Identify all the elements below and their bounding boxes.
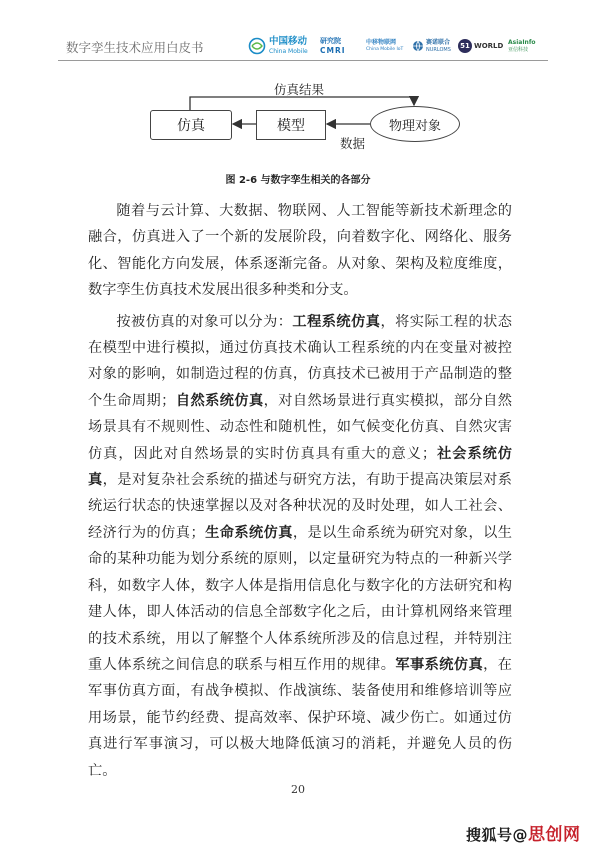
51world-logo: 51 WORLD xyxy=(458,34,503,58)
china-mobile-iot-logo: 中移物联网 China Mobile IoT xyxy=(366,38,404,52)
physical-object-ellipse: 物理对象 xyxy=(370,106,460,142)
model-box: 模型 xyxy=(256,110,326,140)
term-natural-simulation: 自然系统仿真 xyxy=(175,392,264,409)
cmri-logo: 研究院 CMRI xyxy=(320,36,346,55)
china-mobile-swirl-icon xyxy=(248,37,266,55)
simulation-diagram xyxy=(0,70,596,170)
header-divider xyxy=(58,60,548,61)
body-text xyxy=(88,198,512,784)
paragraph-2: 按被仿真的对象可以分为：工程系统仿真，将实际工程的状态在模型中进行模拟，通过仿真技术确认工程系统的内在变量对被控对象的影响，如制造过程的仿真，仿真技术已被用于产品制造的整个生命周期；自然系统仿真，对自然场景进行真实模拟，部分自然场景具有不规则性、动态性和随机性，如气候变化仿真、自然灾害仿真，因此对自然场景的实时仿真具有重大的意义；社会系统仿真，是对复杂社会系统的描述与研究方法，有助于提高决策层对系统运行状态的快速掌握以及对各种状况的及时处理，如人工社会、经济行为的仿真；生命系统仿真，是以生命系统为研究对象，以生命的某种功能为划分系统的原则，以定量研究为特点的一种新兴学科，如数字人体，数字人体是指用信息化与数字化的方法研究和构建人体，即人体活动的信息全部数字化之后，由计算机网络来管理的技术系统，用以了解整个人体系统所涉及的信息过程，并特别注重人体系统之间信息的联系与相互作用的规律。军事系统仿真，在军事仿真方面，有战争模拟、作战演练、装备使用和维修培训等应用场景，能节约经费、提高效率、保护环境、减少伤亡。如通过仿真进行军事演习，可以极大地降低演习的消耗，并避免人员的伤亡。 xyxy=(88,313,512,779)
term-social-simulation: 社会系统仿真 xyxy=(88,445,512,489)
term-engineering-simulation: 工程系统仿真 xyxy=(292,313,381,330)
term-military-simulation: 军事系统仿真 xyxy=(395,656,484,673)
asiainfo-logo: AsiaInfo 亚信科技 xyxy=(508,38,536,53)
51world-badge-icon: 51 xyxy=(458,39,472,53)
paragraph-1: 随着与云计算、大数据、物联网、人工智能等新技术新理念的融合，仿真进入了一个新的发展阶段，向着数字化、网络化、服务化、智能化方向发展，体系逐渐完备。从对象、架构及粒度维度，数字孪生仿真技术发展出很多种类和分支。 xyxy=(88,203,512,299)
page-number: 20 xyxy=(291,783,305,796)
partner-logos xyxy=(248,34,548,58)
figure-caption: 图 2-6 与数字孪生相关的各部分 xyxy=(225,175,371,186)
term-life-simulation: 生命系统仿真 xyxy=(204,524,293,541)
nurloms-globe-icon xyxy=(412,40,424,52)
nurloms-logo: 赛诺联合 NURLOMS xyxy=(412,34,451,58)
page-header xyxy=(0,0,596,62)
simulation-box: 仿真 xyxy=(150,110,232,140)
china-mobile-logo: 中国移动 China Mobile xyxy=(248,34,308,58)
data-label: 数据 xyxy=(340,136,366,151)
sohu-watermark: 搜狐号@思创网 xyxy=(466,825,581,845)
header-title: 数字孪生技术应用白皮书 xyxy=(66,40,204,55)
result-feedback-arrow xyxy=(190,97,414,110)
simulation-result-label: 仿真结果 xyxy=(274,82,325,97)
